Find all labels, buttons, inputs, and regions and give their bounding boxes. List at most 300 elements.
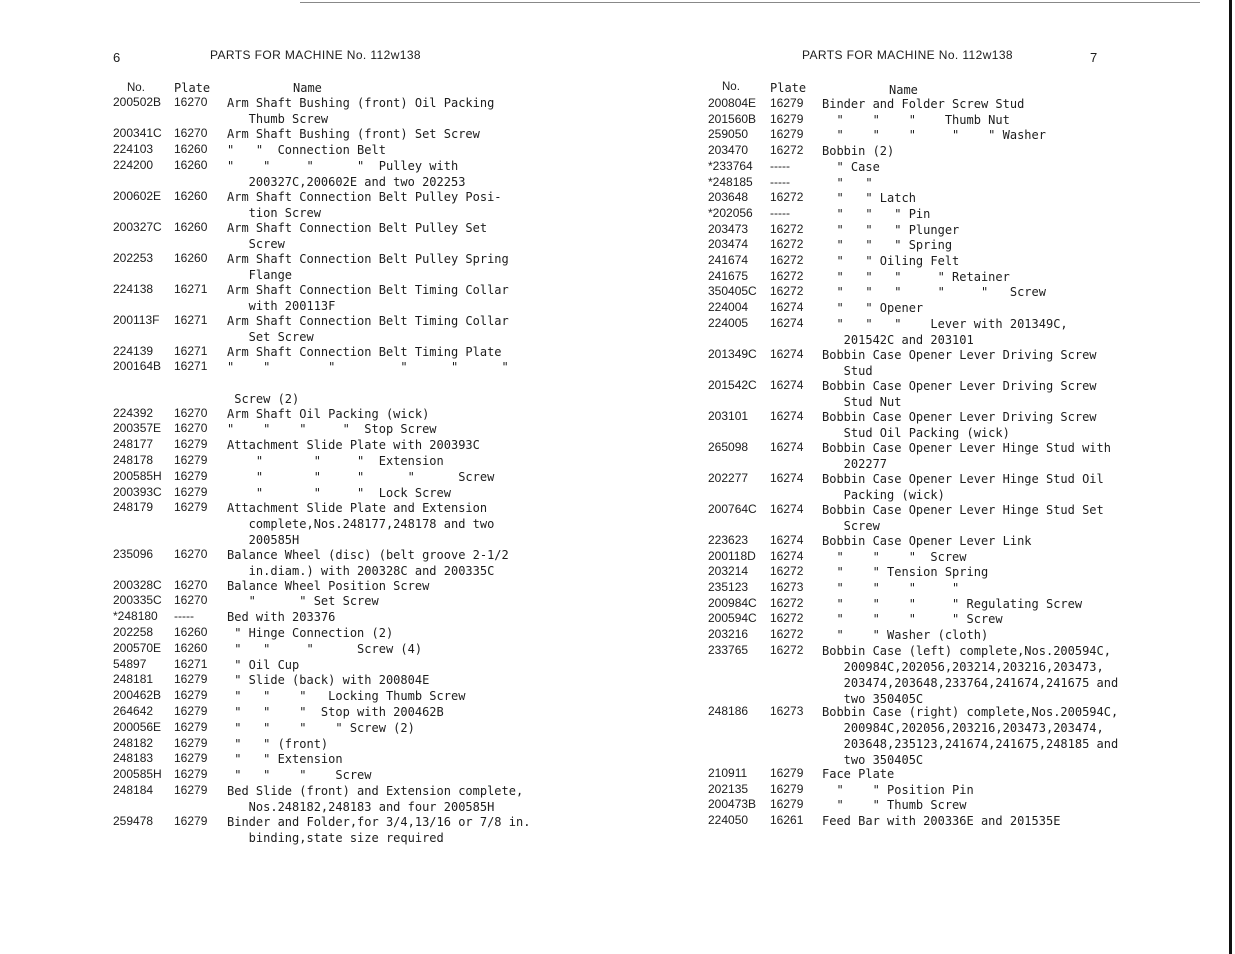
part-number: 350405C [708, 284, 757, 299]
plate-number: 16260 [174, 625, 208, 639]
plate-number: 16270 [174, 95, 208, 109]
part-name-line: " " " Stop with 200462B [227, 705, 444, 719]
plate-number: 16279 [174, 453, 208, 467]
plate-number: 16279 [174, 814, 208, 828]
part-number: 248186 [708, 704, 749, 719]
part-name [822, 96, 1024, 112]
plate-number: 16271 [174, 312, 208, 327]
column-header-plate: Plate [770, 81, 807, 95]
part-number: 203470 [708, 143, 749, 158]
part-name [822, 533, 1032, 549]
part-name-line: " Oil Cup [227, 657, 300, 672]
plate-number: 16279 [770, 797, 804, 812]
part-name-line: two 350405C [822, 691, 924, 706]
part-name [822, 206, 930, 222]
part-name-line: " " " Lever with 201349C, [822, 316, 1068, 331]
part-number: 200335C [113, 593, 162, 608]
part-name-line: " " Tension Spring [822, 565, 989, 580]
part-name [227, 437, 480, 453]
plate-number: 16272 [770, 595, 804, 610]
part-number: 200113F [113, 312, 160, 327]
part-name [822, 813, 1060, 829]
part-name-line [227, 375, 509, 391]
part-name [227, 158, 465, 190]
part-name-line: with 200113F [227, 298, 336, 313]
part-number: 248184 [113, 783, 154, 797]
part-name-line: " " Extension [227, 752, 343, 767]
part-name [227, 578, 429, 594]
part-number: 200357E [113, 421, 162, 436]
plate-number: 16279 [174, 783, 208, 797]
plate-number: 16271 [174, 281, 208, 296]
part-number: 248179 [113, 500, 154, 515]
part-number: 203214 [708, 564, 749, 579]
plate-number: 16279 [174, 735, 208, 750]
part-name-line: 200984C,202056,203214,203216,203473, [822, 659, 1104, 674]
part-name-line: binding,state size required [227, 831, 444, 845]
plate-number: 16271 [174, 343, 208, 358]
part-name [227, 609, 335, 625]
part-name-line: Arm Shaft Connection Belt Pulley Spring [227, 251, 509, 266]
plate-number: 16272 [770, 253, 804, 267]
part-number: 224004 [708, 300, 749, 315]
plate-number: 16260 [174, 219, 208, 234]
part-number: 203101 [708, 408, 749, 423]
plate-number: 16272 [770, 611, 804, 626]
plate-number: 16279 [174, 767, 208, 782]
part-name-line: Bobbin Case Opener Lever Driving Screw [822, 347, 1097, 362]
part-name-line: " " Latch [822, 191, 916, 206]
part-name [227, 593, 379, 609]
part-name-line: " Slide (back) with 200804E [227, 673, 430, 688]
page-title-right: PARTS FOR MACHINE No. 112w138 [802, 48, 1013, 62]
part-number: 224392 [113, 405, 154, 420]
part-name [227, 189, 502, 221]
part-name [227, 704, 444, 720]
part-name-line: " " Washer (cloth) [822, 628, 989, 642]
part-number: 202277 [708, 470, 749, 485]
plate-number: 16279 [174, 500, 208, 515]
part-name-line: Bobbin Case Opener Lever Link [822, 533, 1032, 548]
part-name-line: " " " " Regulating Screw [822, 596, 1083, 611]
part-number: 200602E [113, 188, 162, 203]
part-number: *233764 [708, 158, 753, 173]
part-name-line: Stud Nut [822, 394, 902, 409]
part-number: 200570E [113, 640, 162, 655]
page-title-left: PARTS FOR MACHINE No. 112w138 [210, 48, 421, 62]
part-name [227, 485, 451, 501]
column-header-plate: Plate [174, 81, 211, 95]
plate-number: 16274 [770, 501, 804, 516]
page-number-left: 6 [113, 50, 121, 65]
part-name-line: Set Screw [227, 329, 314, 344]
part-name-line: Arm Shaft Bushing (front) Oil Packing [227, 96, 495, 110]
part-number: 265098 [708, 439, 749, 454]
part-name [822, 782, 974, 798]
part-name [822, 253, 959, 269]
part-name [822, 237, 952, 253]
part-name [227, 783, 523, 815]
part-name-line: Arm Shaft Connection Belt Pulley Set [227, 220, 488, 235]
part-name-line: tion Screw [227, 205, 321, 220]
plate-number: 16274 [770, 300, 804, 315]
part-name-line: Stud [822, 363, 873, 378]
plate-number: 16272 [770, 642, 804, 657]
part-name-line: Binder and Folder,for 3/4,13/16 or 7/8 in. [227, 815, 531, 829]
part-name-line: " " " Locking Thumb Screw [227, 689, 466, 704]
part-name [822, 596, 1082, 612]
part-name-line: " " " " Stop Screw [227, 422, 437, 437]
plate-number: 16272 [770, 221, 804, 236]
part-name-line: Bobbin Case (left) complete,Nos.200594C, [822, 643, 1111, 658]
part-number: 264642 [113, 704, 154, 718]
plate-number: 16279 [174, 688, 208, 703]
part-number: *202056 [708, 205, 753, 220]
part-name-line: Bobbin Case Opener Lever Hinge Stud with [822, 440, 1111, 455]
plate-number: ----- [770, 174, 790, 189]
plate-number: 16260 [174, 640, 208, 655]
part-name [227, 814, 530, 846]
part-number: 200328C [113, 577, 162, 592]
part-number: 248182 [113, 735, 154, 750]
part-name-line: " " " Plunger [822, 222, 960, 237]
part-name-line: Attachment Slide Plate and Extension [227, 501, 488, 516]
right-page [600, 0, 1235, 954]
part-name [227, 220, 487, 252]
part-name-line: Bed Slide (front) and Extension complete, [227, 784, 524, 798]
plate-number: 16270 [174, 126, 208, 140]
part-number: 202253 [113, 250, 154, 265]
part-name [822, 409, 1097, 441]
part-number: 54897 [113, 656, 147, 671]
part-number: 202258 [113, 625, 154, 639]
part-number: 248181 [113, 672, 154, 687]
plate-number: 16270 [174, 546, 208, 561]
part-name [822, 316, 1068, 348]
part-name-line: " " " Thumb Nut [822, 112, 1010, 127]
plate-number: 16270 [174, 593, 208, 608]
part-name-line: " " Connection Belt [227, 142, 386, 157]
part-number: 224005 [708, 315, 749, 330]
part-name-line: " " " " Retainer [822, 269, 1010, 284]
part-name [822, 502, 1104, 534]
part-name-line: Bed with 203376 [227, 610, 336, 625]
part-name-line: " " Thumb Screw [822, 798, 967, 813]
column-header-name: Name [293, 81, 322, 95]
part-name-line: Arm Shaft Oil Packing (wick) [227, 406, 430, 421]
part-name [822, 564, 988, 580]
plate-number: 16279 [174, 468, 208, 483]
part-name-line: Feed Bar with 200336E and 201535E [822, 814, 1061, 828]
plate-number: 16272 [770, 564, 804, 579]
plate-number: 16260 [174, 250, 208, 265]
plate-number: 16274 [770, 346, 804, 361]
plate-number: 16279 [770, 765, 804, 780]
plate-number: 16271 [174, 359, 208, 374]
column-header-no: No. [127, 82, 145, 94]
part-number: *248185 [708, 174, 753, 189]
part-name [227, 751, 343, 767]
plate-number: 16274 [770, 548, 804, 563]
part-name-line: Face Plate [822, 766, 895, 781]
plate-number: 16272 [770, 627, 804, 641]
part-name-line: 201542C and 203101 [822, 332, 974, 347]
part-name-line: " " " " Screw (2) [227, 720, 415, 735]
part-name-line: Bobbin Case (right) complete,Nos.200594C, [822, 705, 1119, 720]
part-name [822, 471, 1104, 503]
part-number: 210911 [708, 765, 748, 780]
part-number: 200341C [113, 126, 162, 140]
plate-number: 16273 [770, 579, 804, 594]
part-name-line: Thumb Screw [227, 112, 329, 126]
part-name [227, 359, 509, 407]
part-name-line: " " " Screw [822, 549, 967, 564]
part-name [822, 143, 894, 159]
part-name-line: Bobbin Case Opener Lever Hinge Stud Oil [822, 471, 1104, 486]
part-number: 202135 [708, 781, 749, 796]
plate-number: 16279 [174, 672, 208, 687]
part-name-line: Screw [227, 236, 285, 251]
part-name-line: Arm Shaft Connection Belt Timing Collar [227, 282, 509, 297]
part-number: 200118D [708, 548, 756, 563]
part-name-line: Nos.248182,248183 and four 200585H [227, 800, 495, 814]
part-name-line: Attachment Slide Plate with 200393C [227, 438, 480, 453]
part-name [227, 95, 494, 127]
part-name-line: Screw (2) [227, 392, 300, 407]
part-number: 223623 [708, 532, 749, 547]
part-name [822, 627, 988, 643]
plate-number: 16272 [770, 268, 804, 283]
part-number: 241674 [708, 253, 749, 267]
part-number: 224103 [113, 141, 154, 156]
part-number: 200502B [113, 95, 162, 109]
part-name-line: " " " Extension [227, 454, 444, 468]
part-name-line: " " " Pin [822, 206, 931, 221]
part-name-line: " " Opener [822, 301, 924, 316]
part-name-line: " " (front) [227, 736, 329, 751]
part-name [822, 549, 967, 565]
part-number: 233765 [708, 642, 749, 657]
part-name [227, 453, 444, 469]
part-name-line: Bobbin (2) [822, 144, 895, 159]
part-name-line: " " Set Screw [227, 594, 379, 609]
part-name-line: 203648,235123,241674,241675,248185 and [822, 737, 1119, 752]
part-name-line: Stud Oil Packing (wick) [822, 425, 1010, 440]
part-name [227, 313, 509, 345]
part-name [227, 672, 429, 688]
part-name-line: " " " " [822, 580, 960, 595]
part-name [822, 347, 1097, 379]
part-name-line: " " [822, 175, 873, 190]
part-number: 200804E [708, 96, 757, 110]
part-name [227, 547, 509, 579]
plate-number: 16279 [770, 127, 804, 142]
part-name [227, 625, 393, 641]
part-name [822, 175, 873, 191]
plate-number: 16272 [770, 237, 804, 252]
part-name [822, 766, 894, 782]
part-number: 259050 [708, 127, 749, 142]
plate-number: ----- [770, 158, 790, 173]
plate-number: 16273 [770, 704, 804, 719]
part-number: 200585H [113, 468, 162, 483]
part-name [822, 300, 923, 316]
plate-number: 16274 [770, 408, 804, 423]
part-name-line: two 350405C [822, 753, 924, 768]
part-number: 201542C [708, 377, 757, 392]
part-number: 200393C [113, 484, 162, 499]
part-name [227, 500, 494, 548]
part-name-line: Packing (wick) [822, 487, 945, 502]
plate-number: 16260 [174, 157, 208, 172]
part-number: 241675 [708, 268, 749, 283]
part-name-line: " " " " " Screw [822, 285, 1046, 300]
plate-number: 16274 [770, 377, 804, 392]
part-number: 235123 [708, 579, 749, 594]
part-name-line: 200984C,202056,203216,203473,203474, [822, 721, 1104, 736]
plate-number: 16270 [174, 405, 208, 420]
part-number: 203473 [708, 221, 749, 236]
part-number: 200462B [113, 688, 162, 703]
part-name [227, 688, 465, 704]
part-number: 201349C [708, 346, 757, 361]
part-name-line: Arm Shaft Connection Belt Timing Collar [227, 313, 509, 328]
part-name [822, 222, 959, 238]
part-name-line: 200585H [227, 533, 300, 548]
column-header-name: Name [889, 83, 918, 97]
part-number: 201560B [708, 111, 757, 126]
part-name [822, 704, 1118, 768]
part-name [822, 112, 1010, 128]
part-name-line: Balance Wheel Position Screw [227, 578, 430, 593]
part-name-line: 202277 [822, 456, 888, 471]
part-name-line: 203474,203648,233764,241674,241675 and [822, 675, 1119, 690]
part-name-line: Bobbin Case Opener Lever Driving Screw [822, 378, 1097, 393]
plate-number: 16274 [770, 439, 804, 454]
part-name-line: " " " Screw [227, 768, 372, 783]
plate-number: 16272 [770, 190, 804, 205]
part-name [822, 284, 1046, 300]
plate-number: 16274 [770, 532, 804, 547]
plate-number: 16279 [770, 781, 804, 796]
plate-number: 16270 [174, 577, 208, 592]
plate-number: 16272 [770, 143, 804, 158]
part-name [822, 269, 1010, 285]
part-number: 200984C [708, 595, 757, 610]
plate-number: 16274 [770, 315, 804, 330]
part-number: 200764C [708, 501, 757, 516]
plate-number: 16274 [770, 470, 804, 485]
plate-number: 16272 [770, 284, 804, 299]
plate-number: 16260 [174, 188, 208, 203]
part-number: 200594C [708, 611, 757, 626]
part-name [822, 378, 1097, 410]
part-name-line: Arm Shaft Bushing (front) Set Screw [227, 127, 480, 141]
part-number: 248177 [113, 437, 154, 452]
part-name [227, 720, 415, 736]
part-name [227, 767, 372, 783]
part-number: 203648 [708, 190, 749, 205]
part-number: 224050 [708, 813, 749, 827]
part-name-line: Arm Shaft Connection Belt Timing Plate [227, 344, 502, 359]
part-name [822, 127, 1046, 143]
part-name [227, 282, 509, 314]
part-name-line: " " " " Pulley with [227, 158, 459, 173]
part-number: 224138 [113, 281, 154, 296]
plate-number: 16279 [174, 719, 208, 734]
part-name-line: 200327C,200602E and two 202253 [227, 174, 466, 189]
part-name-line: " " " " Screw [227, 469, 495, 484]
part-number: 224200 [113, 157, 154, 172]
part-name-line: " Hinge Connection (2) [227, 626, 394, 640]
plate-number: 16279 [174, 437, 208, 452]
part-name-line: " " " " " Washer [822, 128, 1046, 143]
part-number: *248180 [113, 609, 158, 624]
part-name [822, 643, 1118, 707]
part-number: 200164B [113, 359, 162, 374]
plate-number: 16270 [174, 421, 208, 436]
part-name-line: " " Position Pin [822, 782, 974, 797]
part-name-line: complete,Nos.248177,248178 and two [227, 517, 495, 532]
part-number: 259478 [113, 814, 154, 828]
part-number: 200056E [113, 719, 162, 734]
plate-number: 16279 [174, 484, 208, 499]
part-name-line: Binder and Folder Screw Stud [822, 97, 1025, 111]
plate-number: 16260 [174, 141, 208, 156]
part-name-line: " " " Spring [822, 238, 953, 253]
part-name [227, 251, 509, 283]
part-name [822, 190, 916, 206]
part-name-line: Bobbin Case Opener Lever Driving Screw [822, 409, 1097, 424]
part-name-line: " " " Lock Screw [227, 485, 451, 500]
page-number-right: 7 [1090, 50, 1098, 65]
part-name [822, 797, 967, 813]
part-name-line: " Case [822, 159, 880, 174]
plate-number: 16279 [770, 96, 804, 110]
plate-number: 16271 [174, 656, 208, 671]
part-number: 248178 [113, 453, 154, 467]
part-name [227, 657, 299, 673]
part-name [227, 126, 480, 142]
part-name [227, 736, 328, 752]
left-page [0, 0, 600, 954]
plate-number: ----- [174, 609, 194, 624]
plate-number: 16279 [770, 111, 804, 126]
part-name-line: " " " Screw (4) [227, 641, 423, 656]
part-name [822, 440, 1111, 472]
part-name [227, 421, 437, 437]
part-name [227, 406, 429, 422]
column-header-no: No. [722, 81, 740, 93]
plate-number: 16261 [770, 813, 804, 827]
part-name-line: Arm Shaft Connection Belt Pulley Posi- [227, 189, 502, 204]
part-name [227, 344, 502, 360]
part-number: 203474 [708, 237, 749, 252]
part-number: 200585H [113, 767, 162, 782]
part-name [227, 142, 386, 158]
part-number: 200473B [708, 797, 757, 812]
part-name [822, 159, 880, 175]
part-name-line: Screw [822, 518, 880, 533]
part-name [227, 641, 422, 657]
plate-number: 16279 [174, 751, 208, 766]
part-name-line: Flange [227, 267, 293, 282]
plate-number: ----- [770, 205, 790, 220]
part-name [227, 469, 494, 485]
part-number: 200327C [113, 219, 162, 234]
plate-number: 16279 [174, 704, 208, 718]
part-name-line: Bobbin Case Opener Lever Hinge Stud Set [822, 502, 1104, 517]
